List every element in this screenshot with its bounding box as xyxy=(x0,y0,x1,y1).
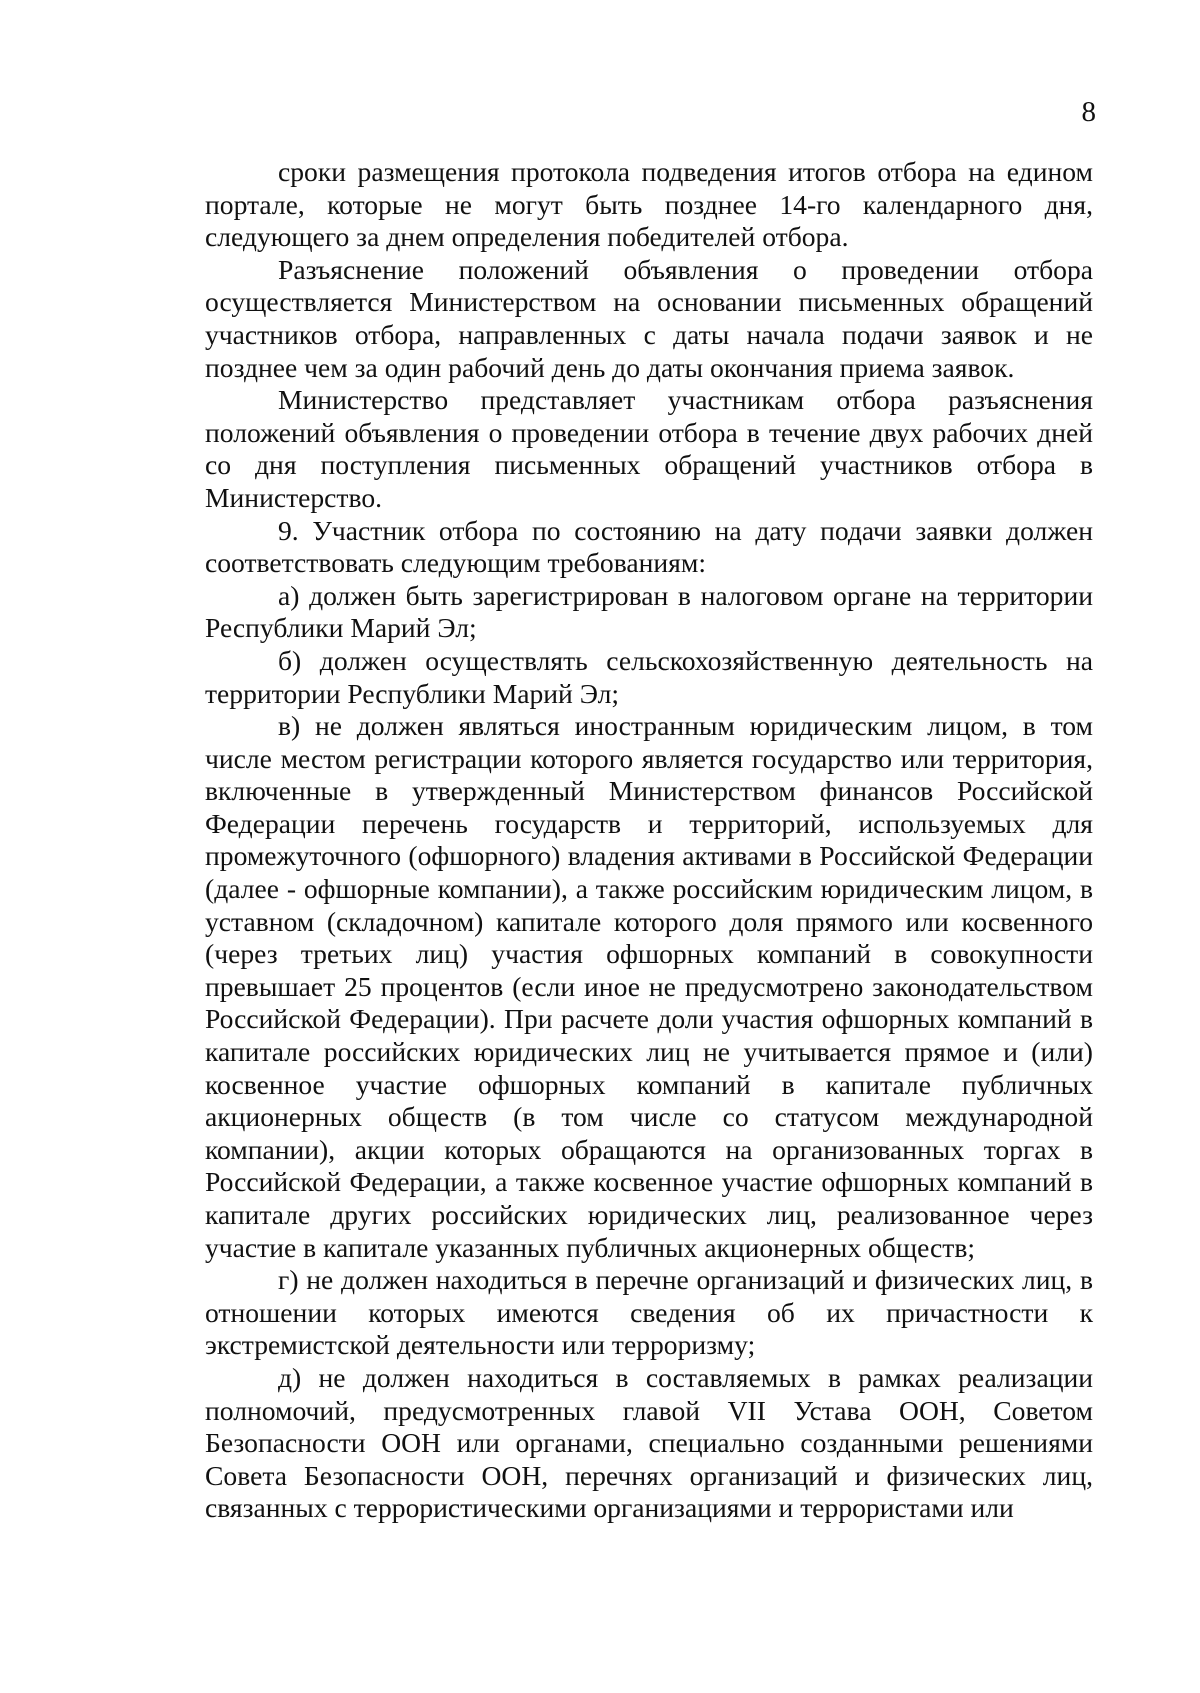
paragraph-clarification-response: Министерство представляет участникам отбора разъяснения положений объявления о проведении отбора в течение двух рабочих дней со дня поступления письменных обращений участников отбора в Министерство. xyxy=(205,384,1093,513)
document-body xyxy=(205,156,1093,1525)
paragraph-item-v: в) не должен являться иностранным юридическим лицом, в том числе местом регистрации которого является государство или территория, включенные в утвержденный Министерством финансов Российской Федерации перечень государств и территорий, используемых для промежуточного (офшорного) владения активами в Российской Федерации (далее - офшорные компании), а также российским юридическим лицом, в уставном (складочном) капитале которого доля прямого или косвенного (через третьих лиц) участия офшорных компаний в совокупности превышает 25 процентов (если иное не предусмотрено законодательством Российской Федерации). При расчете доли участия офшорных компаний в капитале российских юридических лиц не учитывается прямое и (или) косвенное участие офшорных компаний в капитале публичных акционерных обществ (в том числе со статусом международной компании), акции которых обращаются на организованных торгах в Российской Федерации, а также косвенное участие офшорных компаний в капитале других российских юридических лиц, реализованное через участие в капитале указанных публичных акционерных обществ; xyxy=(205,710,1093,1263)
paragraph-item-a: а) должен быть зарегистрирован в налоговом органе на территории Республики Марий Эл; xyxy=(205,579,1093,644)
paragraph-item-9-requirements: 9. Участник отбора по состоянию на дату подачи заявки должен соответствовать следующим требованиям: xyxy=(205,514,1093,579)
paragraph-item-d: д) не должен находиться в составляемых в рамках реализации полномочий, предусмотренных главой VII Устава ООН, Советом Безопасности ООН или органами, специально созданными решениями Совета Безопасности ООН, перечнях организаций и физических лиц, связанных с террористическими организациями и террористами или xyxy=(205,1361,1093,1524)
paragraph-item-b: б) должен осуществлять сельскохозяйственную деятельность на территории Республики Марий Эл; xyxy=(205,644,1093,709)
paragraph-deadline-protocol: сроки размещения протокола подведения итогов отбора на едином портале, которые не могут быть позднее 14-го календарного дня, следующего за днем определения победителей отбора. xyxy=(205,156,1093,253)
paragraph-clarification-requests: Разъяснение положений объявления о проведении отбора осуществляется Министерством на основании письменных обращений участников отбора, направленных с даты начала подачи заявок и не позднее чем за один рабочий день до даты окончания приема заявок. xyxy=(205,253,1093,383)
page-number: 8 xyxy=(1081,96,1096,128)
paragraph-item-g: г) не должен находиться в перечне организаций и физических лиц, в отношении которых имеются сведения об их причастности к экстремистской деятельности или терроризму; xyxy=(205,1264,1093,1361)
